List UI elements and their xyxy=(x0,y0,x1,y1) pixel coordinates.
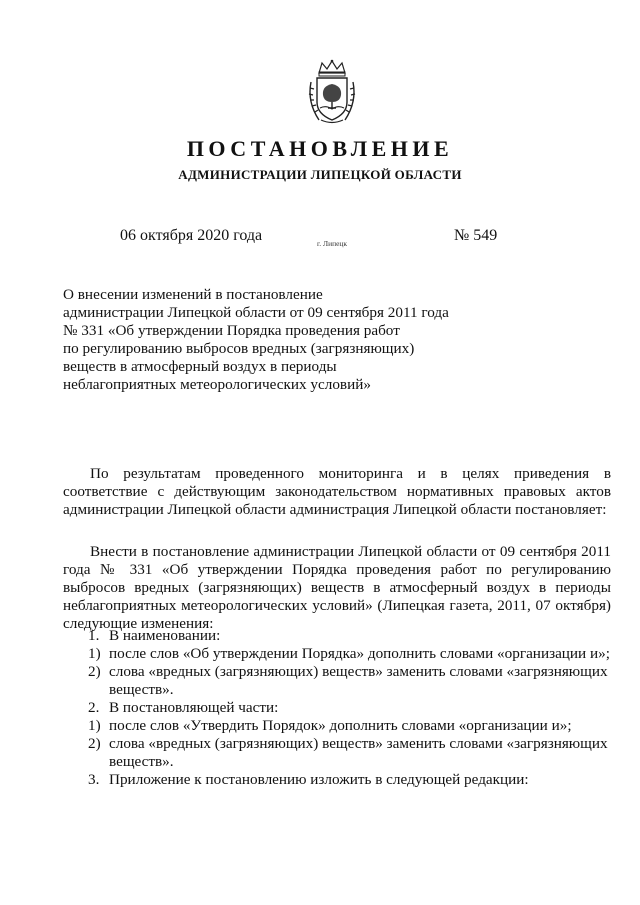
heading-line: веществ в атмосферный воздух в периоды xyxy=(63,358,337,375)
list-item xyxy=(63,699,611,717)
list-item xyxy=(63,717,611,735)
list-item-number: 2) xyxy=(88,735,101,752)
list-item-text: В наименовании: xyxy=(109,627,221,644)
list-item-text: после слов «Утвердить Порядок» дополнить словами «организации и»; xyxy=(109,717,572,734)
document-number: № 549 xyxy=(454,227,498,244)
heading-line: неблагоприятных метеорологических условий» xyxy=(63,376,371,393)
heading-line: администрации Липецкой области от 09 сентября 2011 года xyxy=(63,304,449,321)
document-city: г. Липецк xyxy=(317,239,348,248)
document-date: 06 октября 2020 года xyxy=(120,227,263,244)
list-item-text: слова «вредных (загрязняющих) веществ» заменить словами «загрязняющих веществ». xyxy=(109,663,608,698)
list-item-number: 2) xyxy=(88,663,101,680)
list-item xyxy=(63,645,611,663)
document-heading xyxy=(63,286,483,394)
list-item xyxy=(63,735,611,771)
list-item xyxy=(63,627,611,645)
list-item-text: слова «вредных (загрязняющих) веществ» заменить словами «загрязняющих веществ». xyxy=(109,735,608,770)
document-subtitle: АДМИНИСТРАЦИИ ЛИПЕЦКОЙ ОБЛАСТИ xyxy=(178,167,462,182)
list-item xyxy=(63,663,611,699)
list-item-number: 1) xyxy=(88,717,101,734)
heading-line: № 331 «Об утверждении Порядка проведения работ xyxy=(63,322,400,339)
list-item-text: Приложение к постановлению изложить в следующей редакции: xyxy=(109,771,529,788)
list-item xyxy=(63,771,611,789)
list-item-text: В постановляющей части: xyxy=(109,699,279,716)
body-paragraph-2: Внести в постановление администрации Липецкой области от 09 сентября 2011 года № 331 «Об утверждении Порядка проведения работ по регулированию выбросов вредных (загрязняющих) веществ в атмосферный воздух в периоды неблагоприятных метеорологических условий» (Липецкая газета, 2011, 07 октября) следующие изменения: xyxy=(63,543,611,632)
document-title: ПОСТАНОВЛЕНИЕ xyxy=(186,136,454,161)
list-item-number: 1. xyxy=(88,627,100,644)
list-item-number: 2. xyxy=(88,699,100,716)
list-item-number: 1) xyxy=(88,645,101,662)
heading-line: по регулированию выбросов вредных (загрязняющих) xyxy=(63,340,415,357)
amendments-list xyxy=(63,627,611,789)
coat-of-arms-emblem xyxy=(305,58,359,126)
list-item-text: после слов «Об утверждении Порядка» дополнить словами «организации и»; xyxy=(109,645,610,662)
list-item-number: 3. xyxy=(88,771,100,788)
body-paragraph-1: По результатам проведенного мониторинга и в целях приведения в соответствие с действующим законодательством нормативных правовых актов администрации Липецкой области администрация Липецкой области постановляет: xyxy=(63,465,611,518)
heading-line: О внесении изменений в постановление xyxy=(63,286,323,303)
